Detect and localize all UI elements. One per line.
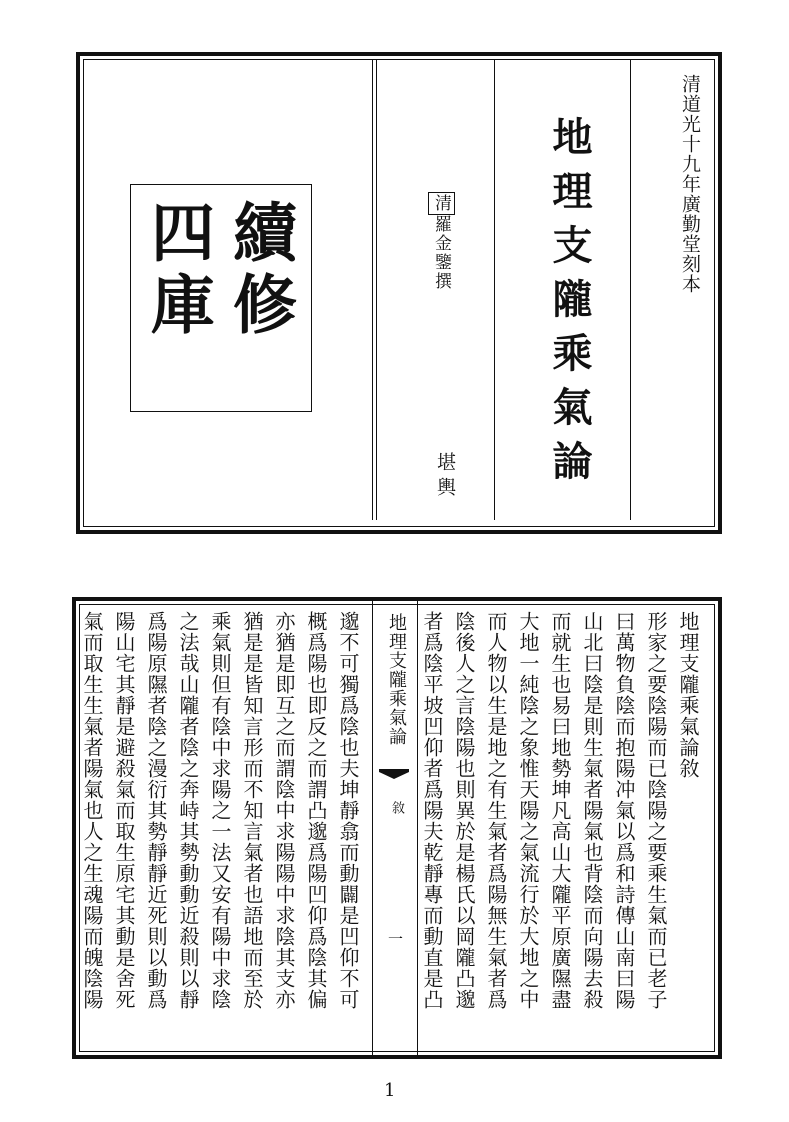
page-number: 1 bbox=[384, 1080, 396, 1101]
column-rule bbox=[372, 60, 373, 520]
series-seal bbox=[130, 184, 312, 412]
edition-imprint: 清道光十九年廣勤堂刻本 bbox=[679, 74, 701, 294]
author-line bbox=[428, 192, 455, 291]
text-column: 亦猶是即互之而謂陰中求陽陽中求陰其支亦 bbox=[272, 611, 296, 1010]
text-page-frame bbox=[72, 597, 722, 1059]
text-column: 之法哉山隴者陰之奔峙其勢動動近殺則以靜 bbox=[176, 611, 200, 1010]
book-category: 堪輿 bbox=[434, 452, 456, 502]
text-column: 陰後人之言陰陽也則異於是楊氏以岡隴凸邈 bbox=[452, 611, 476, 1010]
fish-tail-mark-icon bbox=[379, 769, 409, 779]
text-column: 形家之要陰陽而已陰陽之要乘生氣而已老子 bbox=[644, 611, 668, 1010]
text-column: 概爲陽也即反之而謂凸邈爲陽凹仰爲陰其偏 bbox=[304, 611, 328, 1010]
seal-text-right: 續修 bbox=[222, 199, 297, 343]
column-rule bbox=[630, 60, 631, 520]
strip-section-label: 敘 bbox=[389, 801, 404, 814]
text-column: 邈不可獨爲陰也夫坤靜翕而動闢是凹仰不可 bbox=[336, 611, 360, 1010]
text-column: 爲陽原隰者陰之漫衍其勢靜靜近死則以動爲 bbox=[144, 611, 168, 1010]
title-page-frame bbox=[76, 52, 722, 534]
author-name: 羅金鑒撰 bbox=[431, 215, 451, 291]
text-column: 陽山宅其靜是避殺氣而取生原宅其動是舍死 bbox=[112, 611, 136, 1010]
author-dynasty: 清 bbox=[428, 192, 455, 215]
text-column: 山北曰陰是則生氣者陽氣也背陰而向陽去殺 bbox=[580, 611, 604, 1010]
column-rule bbox=[494, 60, 495, 520]
text-column: 大地一純陰之象惟天陽之氣流行於大地之中 bbox=[516, 611, 540, 1010]
strip-book-title: 地理支隴乘氣論 bbox=[386, 613, 407, 746]
strip-page-number: 一 bbox=[386, 931, 404, 946]
text-column: 曰萬物負陰而抱陽冲氣以爲和詩傳山南曰陽 bbox=[612, 611, 636, 1010]
text-column: 者爲陰平坡凹仰者爲陽夫乾靜專而動直是凸 bbox=[420, 611, 444, 1010]
text-column: 氣而取生生氣者陽氣也人之生魂陽而魄陰陽 bbox=[80, 611, 104, 1010]
book-title: 地理支隴乘氣論 bbox=[546, 116, 593, 494]
column-rule bbox=[376, 60, 377, 520]
text-column: 而就生也易曰地勢坤凡高山大隴平原廣隰盡 bbox=[548, 611, 572, 1010]
text-column: 乘氣則但有陰中求陽之一法又安有陽中求陰 bbox=[208, 611, 232, 1010]
seal-text-left: 四庫 bbox=[140, 199, 215, 343]
text-column: 地理支隴乘氣論敘 bbox=[676, 611, 700, 779]
text-column: 猶是是皆知言形而不知言氣者也語地而至於 bbox=[240, 611, 264, 1010]
center-fold-strip bbox=[372, 601, 418, 1055]
text-column: 而人物以生是地之有生氣者爲陽無生氣者爲 bbox=[484, 611, 508, 1010]
